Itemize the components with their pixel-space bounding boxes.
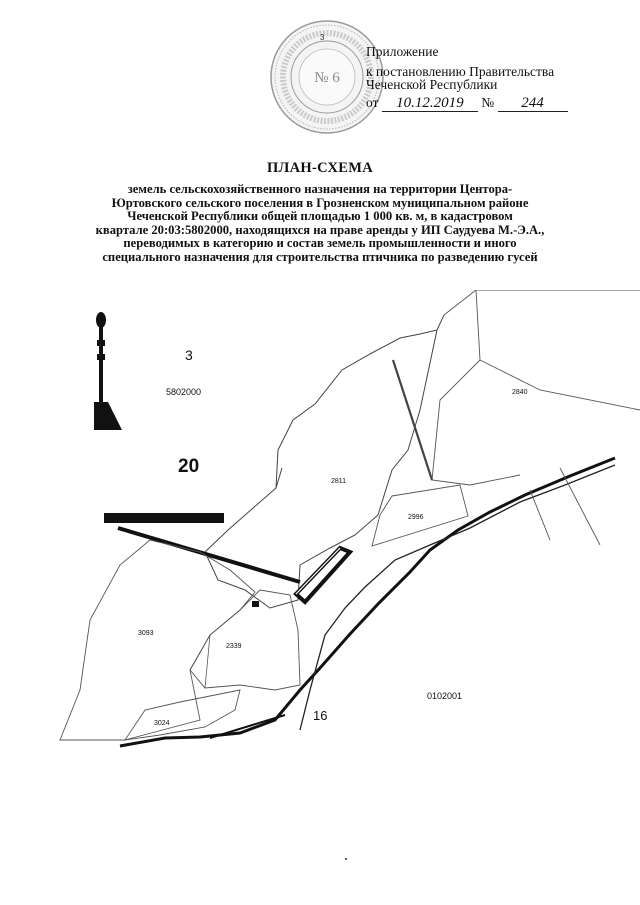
parcel-label: 2811 xyxy=(331,478,347,485)
subtitle-line: квартале 20:03:5802000, находящихся на праве аренды у ИП Саудуева М.-Э.А., xyxy=(95,222,545,237)
building-marker xyxy=(252,601,259,607)
north-arrow-icon xyxy=(94,312,122,430)
parcel-label: 2996 xyxy=(408,514,424,521)
access-path-marker xyxy=(104,513,224,523)
parcel-3093-boundary xyxy=(60,540,255,740)
road-edge xyxy=(210,715,285,738)
resolution-number: 244 xyxy=(498,96,568,112)
seal-inner-text: № 6 xyxy=(314,70,340,86)
subtitle-line: земель сельскохозяйственного назначения на территории Центора- xyxy=(127,182,513,196)
subtitle-line: переводимых в категорию и состав земель промышленности и иного xyxy=(123,236,517,251)
quarter-label-top: 5802000 xyxy=(166,387,202,397)
subtitle-line: специального назначения для строительства птичника по разведению гусей xyxy=(102,249,538,264)
document-title: ПЛАН-СХЕМА xyxy=(266,160,374,176)
parcel-label: 2339 xyxy=(226,643,242,650)
appendix-title: Приложение xyxy=(366,44,439,59)
district-number: 20 xyxy=(178,456,200,477)
zone-label-bottom: 16 xyxy=(313,708,328,723)
appendix-resolution-line: к постановлению Правительства xyxy=(366,64,555,79)
title-block xyxy=(40,160,600,265)
access-path xyxy=(118,528,300,582)
subtitle-line: Юртовского сельского поселения в Грозненском муниципальном районе xyxy=(111,195,529,210)
parcel-3024-boundary xyxy=(125,690,240,740)
appendix-date-line xyxy=(366,95,568,112)
parcel-label: 3024 xyxy=(154,720,170,727)
quarter-label-bottom: 0102001 xyxy=(427,691,463,701)
parcel-label: 2840 xyxy=(512,389,528,396)
target-parcel-outline xyxy=(296,548,350,602)
parcel-2840-boundary xyxy=(432,290,640,485)
zone-label-top: 3 xyxy=(185,347,193,363)
subtitle-line: Чеченской Республики общей площадью 1 000 кв. м, в кадастровом xyxy=(127,209,513,224)
number-prefix: № xyxy=(481,95,495,110)
resolution-date: 10.12.2019 xyxy=(382,96,478,112)
seal-ring-text: 3 xyxy=(320,33,325,42)
appendix-republic-line: Чеченской Республики xyxy=(366,77,498,92)
boundary-segment xyxy=(530,490,550,540)
scan-speck xyxy=(345,858,347,860)
parcel-label: 3093 xyxy=(138,630,154,637)
cadastral-map xyxy=(0,290,640,760)
date-prefix: от xyxy=(366,95,379,110)
main-road xyxy=(120,458,615,746)
